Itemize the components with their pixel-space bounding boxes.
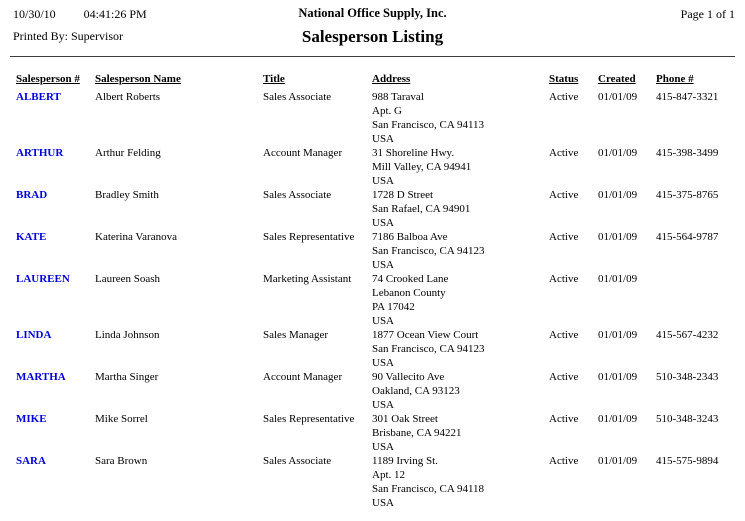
address-line: USA [372,175,395,187]
column-header-title: Title [263,73,285,85]
address-line: PA 17042 [372,301,415,313]
salesperson-name: Martha Singer [95,371,159,383]
address-line: 988 Taraval [372,91,424,103]
address-line: 1877 Ocean View Court [372,329,479,341]
printed-by: Printed By: Supervisor [13,29,123,43]
table-row [16,272,745,328]
created-date: 01/01/09 [598,189,638,201]
address [372,454,549,510]
column-header-salesperson-id: Salesperson # [16,73,80,85]
status: Active [549,147,579,159]
salesperson-name: Linda Johnson [95,329,160,341]
address-line: USA [372,399,395,411]
status: Active [549,371,579,383]
address-line: Brisbane, CA 94221 [372,427,462,439]
salesperson-id-link[interactable]: LINDA [16,329,52,341]
salesperson-name: Arthur Felding [95,147,161,159]
salesperson-id-link[interactable]: BRAD [16,189,48,201]
address [372,370,549,412]
address-line: San Francisco, CA 94123 [372,245,485,257]
address-line: San Francisco, CA 94118 [372,483,485,495]
created-date: 01/01/09 [598,455,638,467]
job-title: Sales Representative [263,231,355,243]
address-line: San Rafael, CA 94901 [372,203,471,215]
phone-number: 415-375-8765 [656,189,719,201]
salesperson-name: Bradley Smith [95,189,159,201]
table-row [16,454,745,510]
address [372,90,549,146]
salesperson-id-link[interactable]: ARTHUR [16,147,64,159]
column-header-status: Status [549,73,579,85]
column-header-salesperson-name: Salesperson Name [95,73,181,85]
address-line: 1189 Irving St. [372,455,438,467]
address-line: USA [372,315,395,327]
created-date: 01/01/09 [598,413,638,425]
created-date: 01/01/09 [598,91,638,103]
phone-number: 415-567-4232 [656,329,719,341]
salesperson-table [0,73,745,510]
address-line: Apt. G [372,105,402,117]
address-line: 1728 D Street [372,189,434,201]
address [372,328,549,370]
print-date: 10/30/10 [13,7,56,21]
job-title: Sales Associate [263,455,332,467]
status: Active [549,329,579,341]
created-date: 01/01/09 [598,273,638,285]
column-header-address: Address [372,73,411,85]
column-header-created: Created [598,73,636,85]
address-line: USA [372,259,395,271]
salesperson-name: Albert Roberts [95,91,161,103]
header-divider [10,56,735,57]
page-number: Page 1 of 1 [680,7,735,21]
salesperson-id-link[interactable]: MARTHA [16,371,66,383]
job-title: Account Manager [263,371,343,383]
created-date: 01/01/09 [598,371,638,383]
status: Active [549,413,579,425]
address-line: USA [372,441,395,453]
job-title: Sales Manager [263,329,329,341]
address [372,412,549,454]
address [372,146,549,188]
job-title: Marketing Assistant [263,273,352,285]
created-date: 01/01/09 [598,147,638,159]
salesperson-name: Laureen Soash [95,273,161,285]
table-row [16,230,745,272]
table-row [16,370,745,412]
address-line: USA [372,357,395,369]
phone-number: 415-564-9787 [656,231,719,243]
job-title: Sales Representative [263,413,355,425]
table-row [16,412,745,454]
salesperson-name: Mike Sorrel [95,413,148,425]
salesperson-id-link[interactable]: KATE [16,231,47,243]
salesperson-id-link[interactable]: LAUREEN [16,273,70,285]
job-title: Sales Associate [263,189,332,201]
salesperson-id-link[interactable]: SARA [16,455,46,467]
address-line: USA [372,497,395,509]
address-line: 31 Shoreline Hwy. [372,147,455,159]
address [372,272,549,328]
salesperson-name: Sara Brown [95,455,148,467]
salesperson-id-link[interactable]: ALBERT [16,91,61,103]
job-title: Sales Associate [263,91,332,103]
address-line: San Francisco, CA 94113 [372,119,485,131]
address-line: USA [372,217,395,229]
address [372,230,549,272]
company-name: National Office Supply, Inc. [298,6,447,20]
address-line: 74 Crooked Lane [372,273,449,285]
salesperson-name: Katerina Varanova [95,231,177,243]
address-line: 7186 Balboa Ave [372,231,448,243]
page-title: Salesperson Listing [301,27,444,46]
salesperson-id-link[interactable]: MIKE [16,413,47,425]
address-line: 301 Oak Street [372,413,438,425]
table-body [16,90,745,510]
address-line: Apt. 12 [372,469,405,481]
header-center [0,6,745,47]
status: Active [549,231,579,243]
phone-number: 510-348-3243 [656,413,719,425]
status: Active [549,91,579,103]
phone-number: 415-398-3499 [656,147,719,159]
address-line: San Francisco, CA 94123 [372,343,485,355]
phone-number: 415-847-3321 [656,91,719,103]
print-time: 04:41:26 PM [83,7,147,21]
table-row [16,328,745,370]
report-header [0,0,745,56]
table-row [16,90,745,146]
status: Active [549,455,579,467]
created-date: 01/01/09 [598,329,638,341]
status: Active [549,273,579,285]
table-row [16,188,745,230]
table-row [16,146,745,188]
created-date: 01/01/09 [598,231,638,243]
phone-number: 510-348-2343 [656,371,719,383]
phone-number: 415-575-9894 [656,455,719,467]
address-line: Lebanon County [372,287,446,299]
table-header-row [16,73,745,85]
address-line: Mill Valley, CA 94941 [372,161,472,173]
address [372,188,549,230]
address-line: USA [372,133,395,145]
column-header-phone: Phone # [656,73,694,85]
address-line: Oakland, CA 93123 [372,385,460,397]
address-line: 90 Vallecito Ave [372,371,445,383]
status: Active [549,189,579,201]
job-title: Account Manager [263,147,343,159]
